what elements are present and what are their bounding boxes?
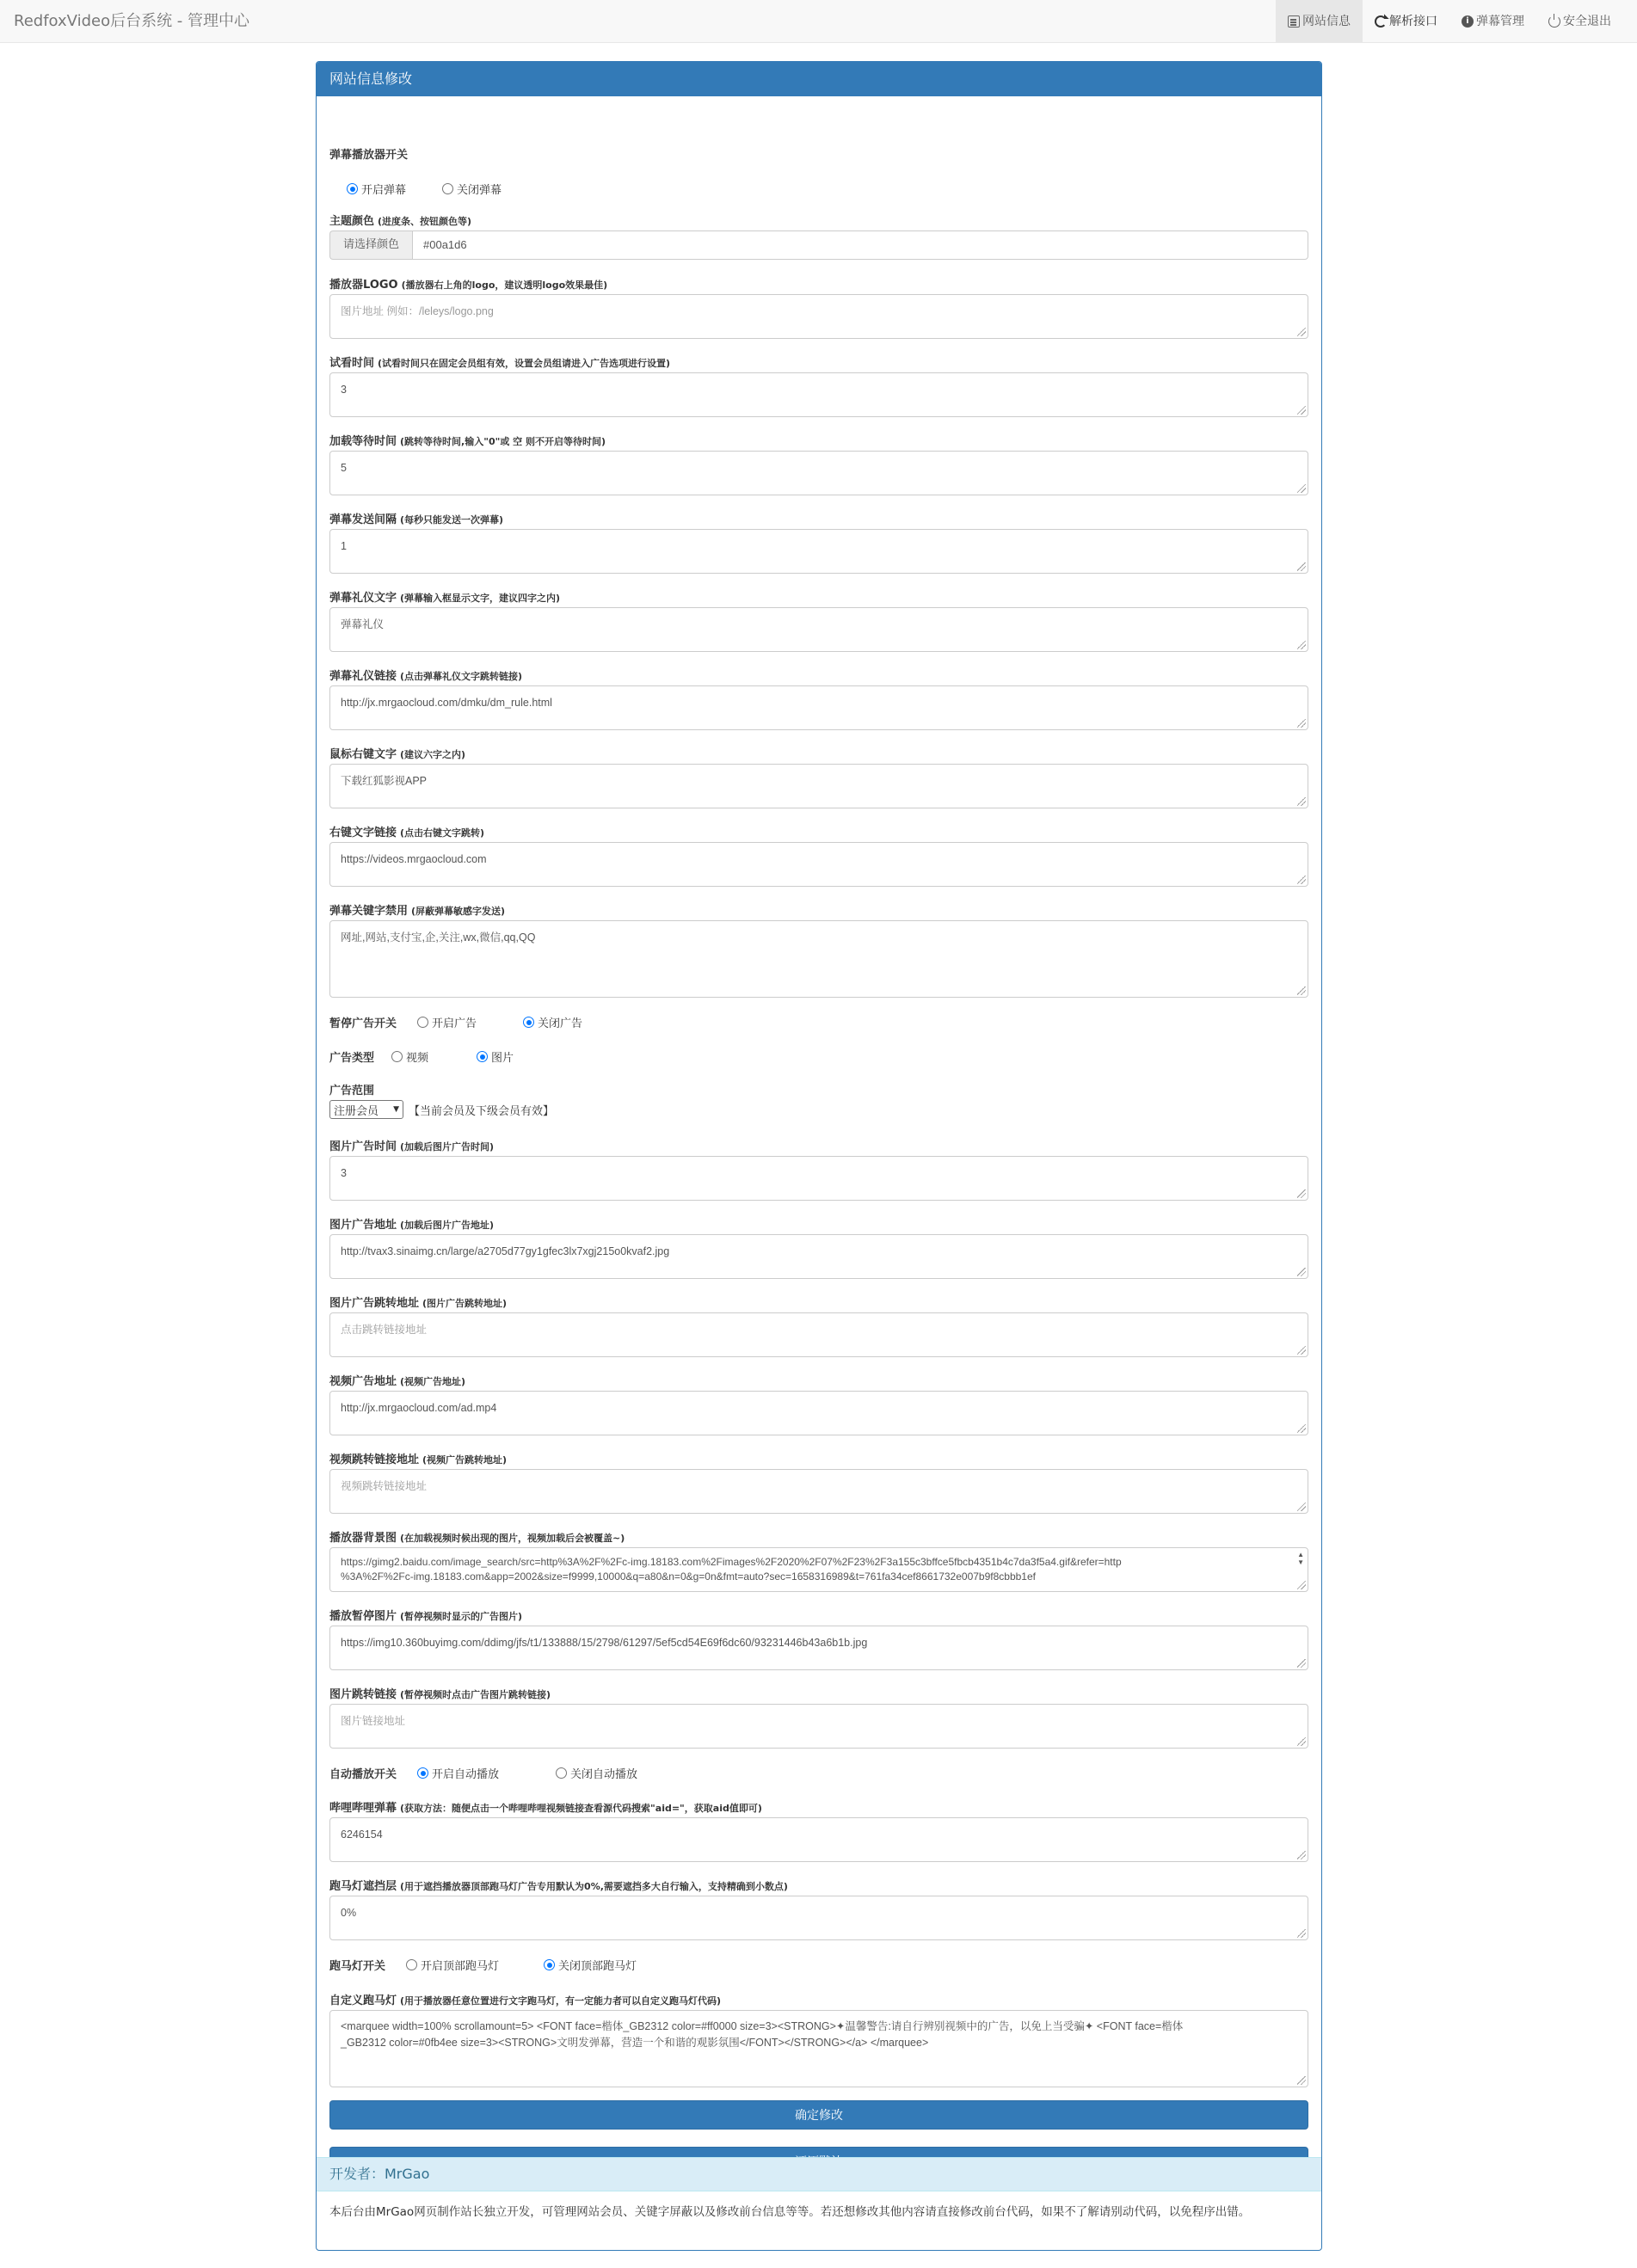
danmaku-on-radio[interactable]: 开启弹幕: [347, 181, 406, 197]
developer-description: 本后台由MrGao网页制作站长独立开发，可管理网站会员、关键字屏蔽以及修改前台信息等等。若还想修改其他内容请直接修改前台代码，如果不了解请别动代码，以免程序出错。: [329, 2205, 1251, 2219]
ad-type-video-radio[interactable]: 视频: [391, 1048, 428, 1065]
nav-parse-api-label: 解析接口: [1389, 15, 1437, 28]
color-picker-button[interactable]: 请选择颜色: [329, 230, 412, 260]
autoplay-on-radio[interactable]: 开启自动播放: [417, 1765, 499, 1781]
nav-site-info[interactable]: [1276, 0, 1363, 43]
right-click-text-input[interactable]: 下载红狐影视APP: [329, 764, 1308, 808]
pause-ad-row: [329, 1014, 582, 1030]
scrollbar[interactable]: ▲ ▼: [1297, 1551, 1304, 1566]
danmaku-interval-input[interactable]: 1: [329, 529, 1308, 574]
nav-logout-label: 安全退出: [1563, 15, 1611, 28]
etiquette-link-input[interactable]: http://jx.mrgaocloud.com/dmku/dm_rule.html: [329, 685, 1308, 730]
pause-image-label: 播放暂停图片 (暂停视频时显示的广告图片): [329, 1610, 523, 1623]
image-jump-label: 图片跳转链接 (暂停视频时点击广告图片跳转链接): [329, 1688, 551, 1701]
brand-title[interactable]: RedfoxVideo后台系统 - 管理中心: [14, 12, 250, 30]
right-click-link-input[interactable]: https://videos.mrgaocloud.com: [329, 842, 1308, 887]
bilibili-danmaku-input[interactable]: 6246154: [329, 1817, 1308, 1862]
theme-color-input[interactable]: #00a1d6: [412, 230, 1308, 260]
marquee-switch-label: 跑马灯开关: [329, 1960, 386, 1973]
etiquette-link-label: 弹幕礼仪链接 (点击弹幕礼仪文字跳转链接): [329, 670, 523, 683]
danmaku-switch-label: 弹幕播放器开关: [329, 149, 409, 162]
autoplay-row: [329, 1765, 637, 1781]
image-ad-url-label: 图片广告地址 (加载后图片广告地址): [329, 1219, 495, 1232]
etiquette-text-label: 弹幕礼仪文字 (弹幕输入框显示文字，建议四字之内): [329, 592, 561, 605]
image-ad-time-input[interactable]: 3: [329, 1156, 1308, 1201]
custom-marquee-input[interactable]: <marquee width=100% scrollamount=5> <FONT face=楷体_GB2312 color=#ff0000 size=3><STRONG>✦温馨警告:请自行辨别视频中的广告，以免上当受骗✦ <FONT face=楷体 _GB2312 color=#0fb4ee size=3><STRONG>文明发弹幕，营造一个和谐的观影氛围</FONT></STRONG></a> </marquee>: [329, 2010, 1308, 2087]
theme-color-label: 主题颜色 (进度条、按钮颜色等): [329, 215, 472, 228]
chevron-down-icon: ▼: [393, 1105, 399, 1114]
video-ad-url-label: 视频广告地址 (视频广告地址): [329, 1375, 466, 1388]
panel-title: 网站信息修改: [317, 62, 1321, 96]
ad-range-select[interactable]: 注册会员 ▼: [329, 1100, 403, 1119]
player-bg-label: 播放器背景图 (在加载视频时候出现的图片，视频加载后会被覆盖~): [329, 1532, 625, 1545]
ad-type-image-radio[interactable]: 图片: [477, 1048, 514, 1065]
ad-range-label: 广告范围: [329, 1085, 375, 1097]
ad-range-note: 【当前会员及下级会员有效】: [409, 1104, 555, 1118]
developer-heading: 开发者：MrGao: [317, 2157, 1321, 2191]
player-bg-input[interactable]: https://gimg2.baidu.com/image_search/src=http%3A%2F%2Fc-img.18183.com%2Fimages%2F2020%2F07%2F23%2F3a155c3bffce5fbcb4351b4c7da3f5a4.gif&refer=http %3A%2F%2Fc-img.18183.com&app=2002&size=f9999,10000&q=a80&n=0&g=0n&fmt=auto?sec=1658316989&t=761fa34cef8661732e007b9f8cbbb1ef ▲ ▼: [329, 1547, 1308, 1592]
marquee-switch-row: [329, 1957, 637, 1973]
pause-ad-off-radio[interactable]: 关闭广告: [523, 1014, 582, 1030]
refresh-icon: [1375, 15, 1387, 28]
trial-time-input[interactable]: 3: [329, 372, 1308, 417]
nav-danmaku[interactable]: [1449, 0, 1536, 43]
pause-ad-label: 暂停广告开关: [329, 1017, 397, 1030]
pause-ad-on-radio[interactable]: 开启广告: [417, 1014, 477, 1030]
nav-logout[interactable]: [1536, 0, 1623, 43]
ad-range-row: [329, 1100, 554, 1119]
theme-color-group: [329, 230, 1308, 260]
confirm-button[interactable]: 确定修改: [329, 2100, 1308, 2130]
keyword-ban-input[interactable]: 网址,网站,支付宝,企,关注,wx,微信,qq,QQ: [329, 920, 1308, 998]
custom-marquee-label: 自定义跑马灯 (用于播放器任意位置进行文字跑马灯，有一定能力者可以自定义跑马灯代码): [329, 1994, 722, 2007]
player-logo-input[interactable]: 图片地址 例如：/leleys/logo.png: [329, 294, 1308, 339]
video-ad-jump-input[interactable]: 视频跳转链接地址: [329, 1469, 1308, 1514]
marquee-mask-input[interactable]: 0%: [329, 1896, 1308, 1940]
power-icon: [1548, 15, 1560, 28]
nav-menu: [1276, 0, 1623, 43]
ad-type-row: [329, 1048, 514, 1065]
nav-site-info-label: 网站信息: [1302, 15, 1351, 28]
image-ad-time-label: 图片广告时间 (加载后图片广告时间): [329, 1140, 495, 1153]
danmaku-off-radio[interactable]: 关闭弹幕: [442, 181, 502, 197]
trial-time-label: 试看时间 (试看时间只在固定会员组有效，设置会员组请进入广告选项进行设置): [329, 357, 671, 370]
video-ad-jump-label: 视频跳转链接地址 (视频广告跳转地址): [329, 1454, 508, 1466]
autoplay-label: 自动播放开关: [329, 1768, 397, 1781]
load-wait-label: 加载等待时间 (跳转等待时间,输入"0"或 空 则不开启等待时间): [329, 435, 606, 448]
marquee-mask-label: 跑马灯遮挡层 (用于遮挡播放器顶部跑马灯广告专用默认为0%,需要遮挡多大自行输入，支持精确到小数点): [329, 1880, 788, 1893]
image-ad-jump-label: 图片广告跳转地址 (图片广告跳转地址): [329, 1297, 508, 1310]
site-info-panel: [316, 61, 1322, 2251]
danmaku-interval-label: 弹幕发送间隔 (每秒只能发送一次弹幕): [329, 513, 504, 526]
load-wait-input[interactable]: 5: [329, 451, 1308, 495]
image-ad-jump-input[interactable]: 点击跳转链接地址: [329, 1312, 1308, 1357]
keyword-ban-label: 弹幕关键字禁用 (屏蔽弹幕敏感字发送): [329, 905, 506, 918]
danmaku-switch-group: [347, 181, 502, 197]
autoplay-off-radio[interactable]: 关闭自动播放: [556, 1765, 637, 1781]
player-logo-label: 播放器LOGO (播放器右上角的logo，建议透明logo效果最佳): [329, 279, 608, 292]
right-click-text-label: 鼠标右键文字 (建议六字之内): [329, 748, 466, 761]
nav-danmaku-label: 弹幕管理: [1476, 15, 1524, 28]
info-icon: i: [1462, 15, 1474, 28]
top-navbar: [0, 0, 1637, 43]
image-jump-input[interactable]: 图片链接地址: [329, 1704, 1308, 1749]
nav-parse-api[interactable]: [1363, 0, 1449, 43]
etiquette-text-input[interactable]: 弹幕礼仪: [329, 607, 1308, 652]
list-icon: [1288, 15, 1300, 28]
ad-type-label: 广告类型: [329, 1052, 375, 1065]
marquee-off-radio[interactable]: 关闭顶部跑马灯: [544, 1957, 637, 1973]
pause-image-input[interactable]: https://img10.360buyimg.com/ddimg/jfs/t1/133888/15/2798/61297/5ef5cd54E69f6dc60/93231446b43a6b1b.jpg: [329, 1626, 1308, 1670]
right-click-link-label: 右键文字链接 (点击右键文字跳转): [329, 827, 485, 839]
video-ad-url-input[interactable]: http://jx.mrgaocloud.com/ad.mp4: [329, 1391, 1308, 1435]
image-ad-url-input[interactable]: http://tvax3.sinaimg.cn/large/a2705d77gy1gfec3lx7xgj215o0kvaf2.jpg: [329, 1234, 1308, 1279]
bilibili-danmaku-label: 哔哩哔哩弹幕 (获取方法：随便点击一个哔哩哔哩视频链接查看源代码搜索"aid="，获取aid值即可): [329, 1802, 762, 1815]
marquee-on-radio[interactable]: 开启顶部跑马灯: [406, 1957, 499, 1973]
